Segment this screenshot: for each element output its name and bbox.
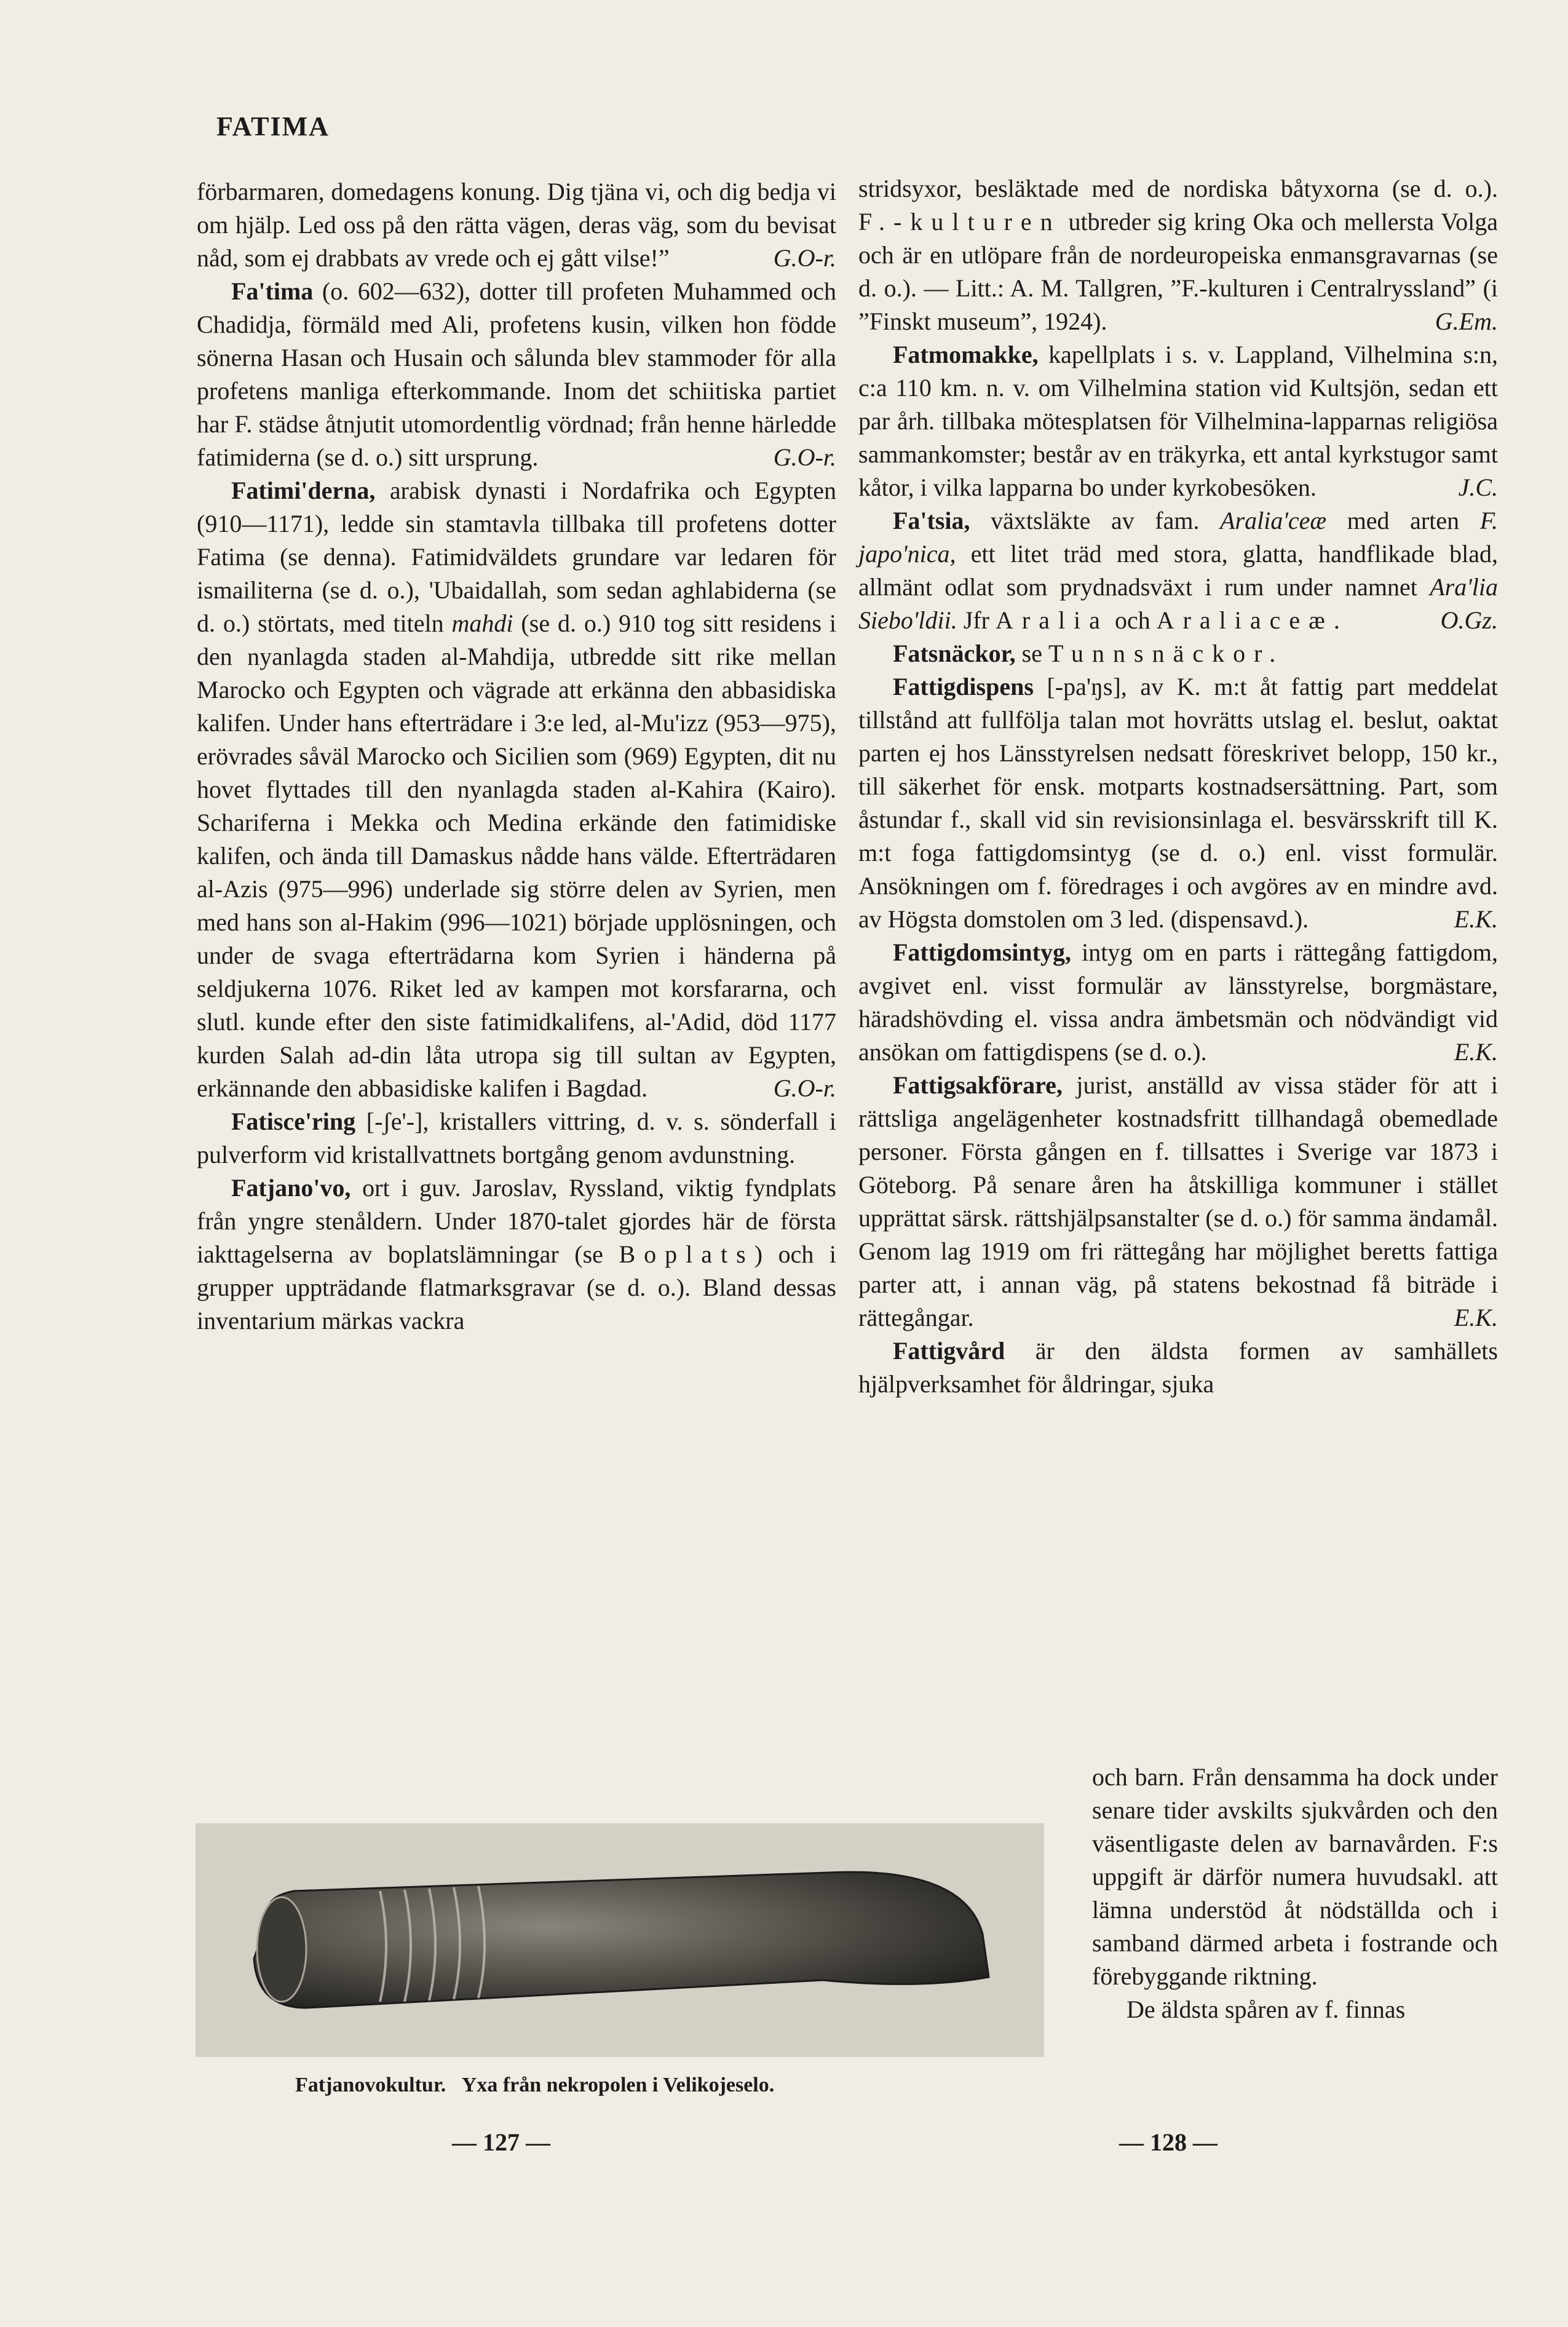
entry-fattigvard: Fattigvård är den äldsta formen av samhällets hjälpverksamhet för åldringar, sjuka — [858, 1337, 1498, 1398]
page-number-right: — 128 — — [1119, 2128, 1218, 2156]
page-number-left: — 127 — — [452, 2128, 550, 2156]
entry-fatsia: Fa'tsia, växtsläkte av fam. Aralia'ceæ med arten F. japo'nica, ett litet träd med stora, glatta, handflikade blad, allmänt odlat som prydnadsväxt i rum under namnet Ara'lia Siebo'ldii. Jfr Aralia och Araliaceæ. O.Gz. — [858, 507, 1499, 634]
right-column-narrow — [1092, 1761, 1498, 2026]
entry-fattigsakforare: Fattigsakförare, jurist, anställd av vissa städer för att i rättsliga angelägenheter kostnadsfritt tillhandagå obemedlade personer. Första gången en f. tillsattes i Sverige var 1873 i Göteborg. På senare åren ha åtskilliga kommuner i stället upprättat särsk. rättshjälpsanstalter (se d. o.) för samma ändamål. Genom lag 1919 om fri rättegång har möjlighet beretts fattiga parter att, i annan väg, på statens bekostnad få biträde i rättegångar. E.K. — [858, 1071, 1498, 1331]
figure-caption: Fatjanovokultur. Yxa från nekropolen i Velikojeselo. — [295, 2074, 775, 2096]
entry-fattigdomsintyg: Fattigdomsintyg, intyg om en parts i rättegång fattigdom, avgivet enl. visst formulär av länsstyrelse, borgmästare, häradshövding el. vissa andra ämbetsmän och nödvändigt vid ansökan om fattigdispens (se d. o.). E.K. — [858, 938, 1498, 1066]
axe-butt — [257, 1897, 306, 2002]
entry-fatimiderna: Fatimi'derna, arabisk dynasti i Nordafrika och Egypten (910—1171), ledde sin stamtavla tillbaka till profetens dotter Fatima (se denna). Fatimidväldets grundare var ledaren för ismailiterna (se d. o.), 'Ubaidallah, som sedan aghlabiderna (se d. o.) störtats, med titeln mahdi (se d. o.) 910 tog sitt residens i den nyanlagda staden al-Mahdija, utbredde sitt rike mellan Marocko och Egypten och vägrade att erkänna den abbasidiska kalifen. Under hans efterträdare i 3:e led, al-Mu'izz (953—975), erövrades såväl Marocko och Sicilien som (969) Egypten, dit nu hovet flyttades till den nyanlagda staden al-Kahira (Kairo). Schariferna i Mekka och Medina erkände den fatimidiske kalifen, och ända till Damaskus nådde hans välde. Efterträdaren al-Azis (975—996) underlade sig större delen av Syrien, men med hans son al-Hakim (996—1021) började upplösningen, och under de svaga efterträdarna kom Syrien i händerna på seldjukerna 1076. Riket led av kampen mot korsfararna, och slutl. kunde efter den siste fatimidkalifens, al-'Adid, död 1177 kurden Salah ad-din låta utropa sig till sultan av Egypten, erkännande den abbasidiske kalifen i Bagdad. G.O-r. — [197, 477, 836, 1102]
entry-fatiscering: Fatisce'ring [-ʃe'-], kristallers vittring, d. v. s. sönderfall i pulverform vid kristallvattnets bortgång genom avdunstning. — [197, 1108, 836, 1168]
entry-fatsnackor: Fatsnäckor, se Tunnsnäckor. — [893, 640, 1285, 667]
entry-fattigvard-next: De äldsta spåren av f. finnas — [1127, 1996, 1406, 2023]
stone-axe-illustration — [196, 1823, 1044, 2057]
entry-fattigdispens: Fattigdispens [-pa'ŋs], av K. m:t åt fattig part meddelat tillstånd att fullfölja talan mot hovrätts utslag el. beslut, oaktat parten ej hos Länsstyrelsen nedsatt föreskrivet belopp, 150 kr., till säkerhet för ensk. motparts kostnadsersättning. Part, som åstundar f., skall vid sin revisionsinlaga el. besvärsskrift till K. m:t foga fattigdomsintyg (se d. o.) enl. visst formulär. Ansökningen om f. föredrages i och avgöres av en mindre avd. av Högsta domstolen om 3 led. (dispensavd.). E.K. — [858, 673, 1498, 933]
right-column — [858, 172, 1498, 1401]
entry-fatjanovo: Fatjano'vo, ort i guv. Jaroslav, Ryssland, viktig fyndplats från yngre stenåldern. Under 1870-talet gjordes här de första iakttagelserna av boplatslämningar (se Boplats) och i grupper uppträdande flatmarksgravar (se d. o.). Bland dessas inventarium märkas vackra — [197, 1174, 837, 1334]
entry-fatima: Fa'tima (o. 602—632), dotter till profeten Muhammed och Chadidja, förmäld med Ali, profetens kusin, vilken hon födde sönerna Hasan och Husain och sålunda blev stammoder för alla profetens manliga efterkommande. Inom det schiitiska partiet har F. städse åtnjutit utomordentlig vördnad; från henne härledde fatimiderna (se d. o.) sitt ursprung. G.O-r. — [197, 277, 836, 471]
entry-continuation: förbarmaren, domedagens konung. Dig tjäna vi, och dig bedja vi om hjälp. Led oss på den rätta vägen, deras väg, som du bevisat nåd, som ej drabbats av vrede och ej gått vilse!” G.O-r. — [197, 178, 836, 272]
entry-fatmomakke: Fatmomakke, kapellplats i s. v. Lappland, Vilhelmina s:n, c:a 110 km. n. v. om Vilhelmina station vid Kultsjön, sedan ett par årh. tillbaka mötesplatsen för Vilhelmina-lapparnas religiösa sammankomster; består av en träkyrka, ett antal kyrkstugor samt kåtor, i vilka lapparna bo under kyrkobesöken. J.C. — [858, 341, 1498, 501]
entry-fattigvard-continued: och barn. Från densamma ha dock under senare tider avskilts sjukvården och den väsentligaste delen av barnavården. F:s uppgift är därför numera huvudsakl. att lämna understöd åt nödställda och i samband därmed arbeta i fostrande och förebyggande riktning. — [1092, 1763, 1498, 1990]
figure-stone-axe — [196, 1823, 1044, 2057]
left-column — [197, 175, 836, 1774]
entry-continuation: stridsyxor, besläktade med de nordiska båtyxorna (se d. o.). F.-kulturen utbreder sig kring Oka och mellersta Volga och är en utlöpare från de nordeuropeiska enmansgravarnas (se d. o.). — Litt.: A. M. Tallgren, ”F.-kulturen i Centralryssland” (i ”Finskt museum”, 1924). G.Em. — [858, 175, 1498, 335]
running-header: FATIMA — [216, 111, 330, 141]
